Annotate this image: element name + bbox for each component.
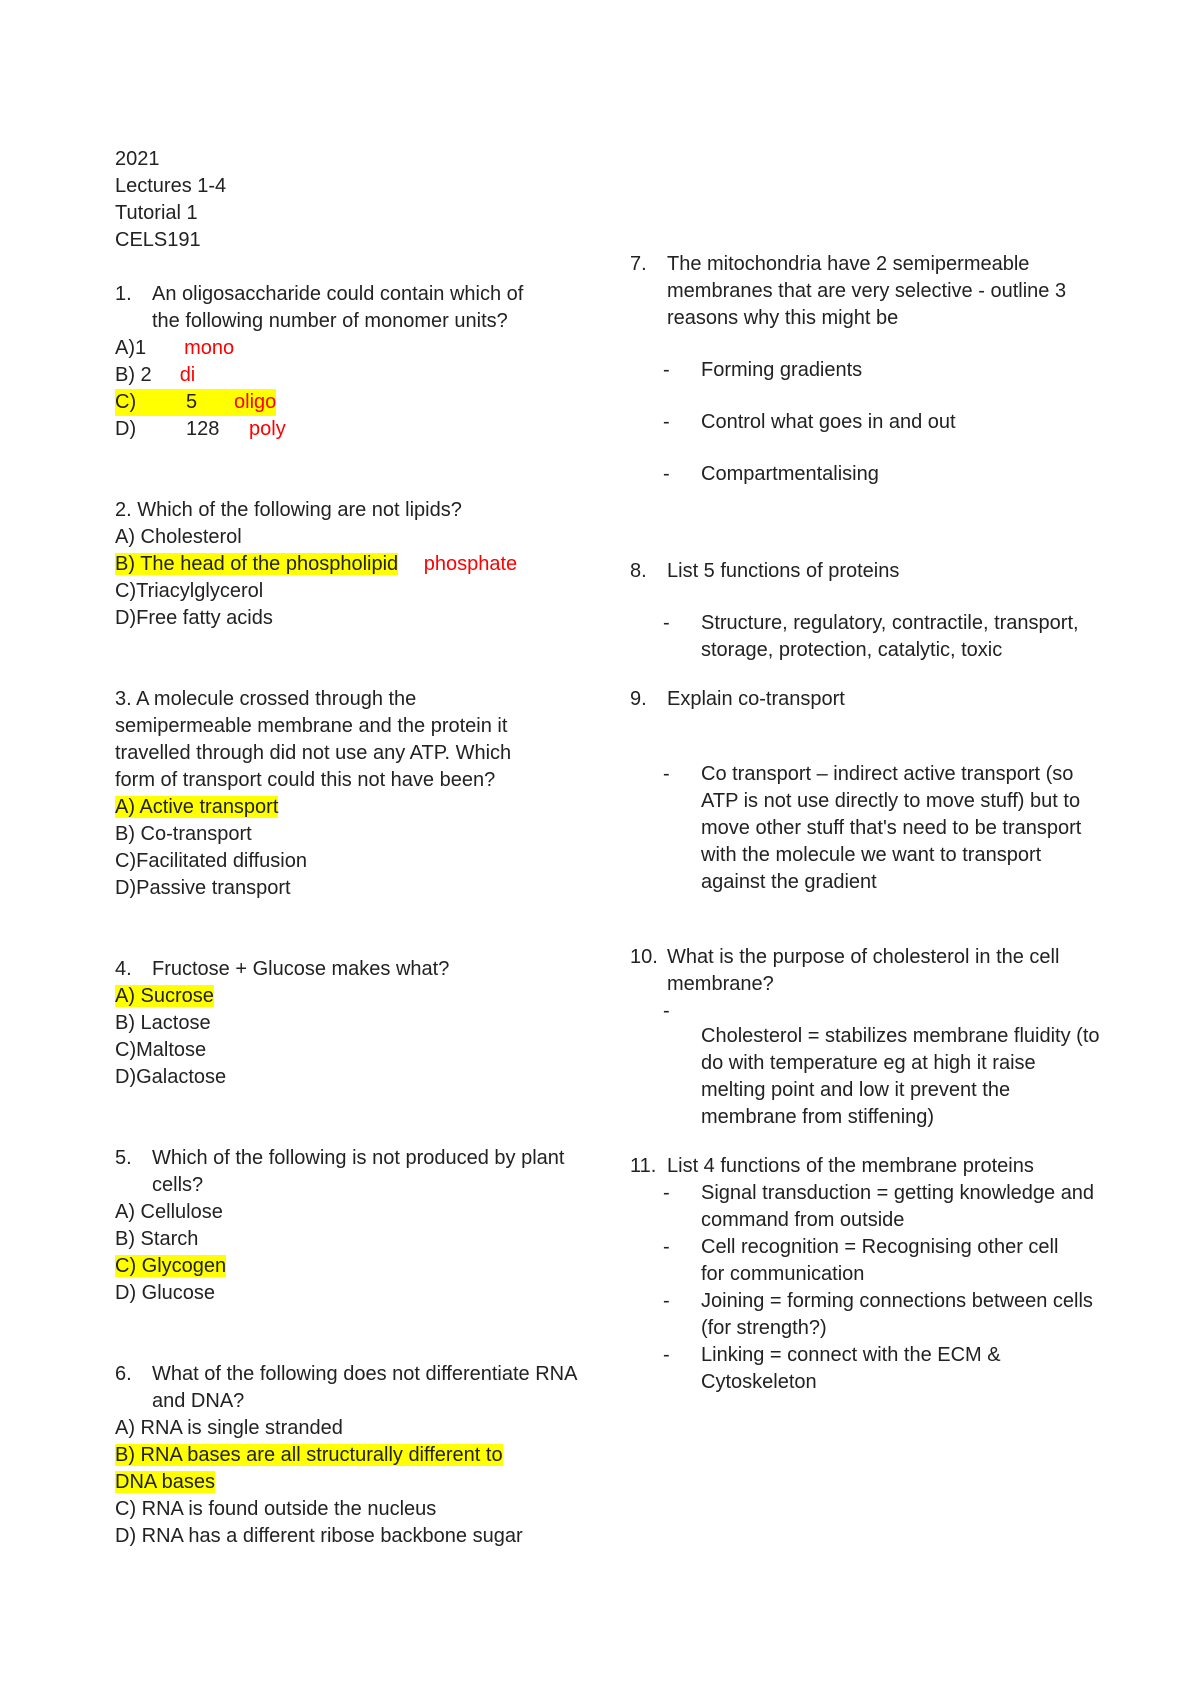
q2-option-a: A) Cholesterol <box>115 526 242 548</box>
answer-text: Linking = connect with the ECM & Cytoskeleton <box>701 1344 1001 1393</box>
option-label: A)1 <box>115 337 147 359</box>
answer-text: Joining = forming connections between cells (for strength?) <box>701 1290 1093 1339</box>
bullet-dash: - <box>663 1000 670 1022</box>
option-value: 128 <box>186 418 220 440</box>
q11-answer-1 <box>630 1180 1101 1234</box>
left-column <box>115 146 585 1550</box>
question-text: What of the following does not differentiate RNA and DNA? <box>152 1363 577 1412</box>
question-5 <box>115 1145 572 1199</box>
question-9 <box>630 686 1100 713</box>
q1-option-b <box>115 362 585 389</box>
q2-option-d: D)Free fatty acids <box>115 607 273 629</box>
option-label: C) <box>115 391 137 413</box>
q4-option-d: D)Galactose <box>115 1066 227 1088</box>
q9-answer <box>630 761 1101 896</box>
q3-option-d: D)Passive transport <box>115 877 291 899</box>
q7-answer-3 <box>630 461 1100 488</box>
question-number: 1. <box>115 283 132 305</box>
q4-option-a <box>115 983 585 1010</box>
q10-answer <box>630 998 1101 1131</box>
q6-option-d: D) RNA has a different ribose backbone sugar <box>115 1525 523 1547</box>
option-note: poly <box>249 418 286 440</box>
question-text: Explain co-transport <box>667 688 845 710</box>
question-3-line-1: 3. A molecule crossed through the <box>115 688 417 710</box>
question-1 <box>115 281 552 335</box>
answer-text: Structure, regulatory, contractile, transport, storage, protection, catalytic, toxic <box>701 612 1079 661</box>
question-7 <box>630 251 1087 332</box>
q3-option-c: C)Facilitated diffusion <box>115 850 307 872</box>
bullet-dash: - <box>663 411 670 433</box>
q4-option-c: C)Maltose <box>115 1039 207 1061</box>
q11-answer-4 <box>630 1342 1071 1396</box>
bullet-dash: - <box>663 1236 670 1258</box>
q5-option-a: A) Cellulose <box>115 1201 223 1223</box>
question-number: 8. <box>630 560 647 582</box>
question-text: An oligosaccharide could contain which of the following number of monomer units? <box>152 283 524 332</box>
question-number: 9. <box>630 688 647 710</box>
header-year: 2021 <box>115 148 160 170</box>
q11-answer-3 <box>630 1288 1101 1342</box>
question-text: What is the purpose of cholesterol in the cell membrane? <box>667 946 1060 995</box>
answer-text: Forming gradients <box>701 359 863 381</box>
question-number: 10. <box>630 946 658 968</box>
question-3-line-4: form of transport could this not have been? <box>115 769 496 791</box>
answer-text: Compartmentalising <box>701 463 879 485</box>
answer-text: Co transport – indirect active transport (so ATP is not use directly to move stuff) but to move other stuff that's need to be transport with the molecule we want to transport against the gradient <box>701 763 1082 893</box>
answer-text: Control what goes in and out <box>701 411 956 433</box>
question-10 <box>630 944 1087 998</box>
question-number: 6. <box>115 1363 132 1385</box>
q5-option-d: D) Glucose <box>115 1282 216 1304</box>
highlighted-answer: B) The head of the phospholipid <box>115 553 399 575</box>
answer-text: Cholesterol = stabilizes membrane fluidity (to do with temperature eg at high it raise melting point and low it prevent the membrane from stiffening) <box>701 1025 1100 1128</box>
q6-option-b-line-2 <box>115 1469 585 1496</box>
option-note: mono <box>184 337 235 359</box>
option-label: B) 2 <box>115 364 152 386</box>
question-11 <box>630 1153 1100 1180</box>
header-course: CELS191 <box>115 229 201 251</box>
q6-option-b-line-1 <box>115 1442 585 1469</box>
q11-answer-2 <box>630 1234 1081 1288</box>
bullet-dash: - <box>663 1290 670 1312</box>
bullet-dash: - <box>663 1182 670 1204</box>
question-text: Fructose + Glucose makes what? <box>152 958 450 980</box>
highlighted-answer: B) RNA bases are all structurally different to <box>115 1444 503 1466</box>
answer-note: phosphate <box>423 553 518 575</box>
q3-option-b: B) Co-transport <box>115 823 252 845</box>
option-note: di <box>179 364 196 386</box>
q5-option-c <box>115 1253 585 1280</box>
q7-answer-1 <box>630 357 1100 384</box>
q7-answer-2 <box>630 409 1100 436</box>
bullet-dash: - <box>663 763 670 785</box>
q3-option-a <box>115 794 585 821</box>
highlighted-answer: DNA bases <box>115 1471 216 1493</box>
question-6 <box>115 1361 592 1415</box>
q2-option-b <box>115 551 585 578</box>
header-lectures: Lectures 1-4 <box>115 175 227 197</box>
q6-option-c: C) RNA is found outside the nucleus <box>115 1498 437 1520</box>
question-text: List 4 functions of the membrane proteins <box>667 1155 1034 1177</box>
question-number: 4. <box>115 958 132 980</box>
right-column <box>630 251 1100 1396</box>
option-note: oligo <box>234 391 277 413</box>
q1-option-d <box>115 416 585 443</box>
question-3-line-2: semipermeable membrane and the protein it <box>115 715 508 737</box>
question-text: List 5 functions of proteins <box>667 560 900 582</box>
bullet-dash: - <box>663 1344 670 1366</box>
question-number: 11. <box>630 1155 657 1177</box>
highlighted-answer: A) Active transport <box>115 796 279 818</box>
question-text: The mitochondria have 2 semipermeable membranes that are very selective - outline 3 reasons why this might be <box>667 253 1067 329</box>
q1-option-a <box>115 335 585 362</box>
option-label: D) <box>115 418 137 440</box>
header-tutorial: Tutorial 1 <box>115 202 198 224</box>
question-number: 5. <box>115 1147 132 1169</box>
highlighted-answer: C) Glycogen <box>115 1255 227 1277</box>
question-3-line-3: travelled through did not use any ATP. Which <box>115 742 512 764</box>
q8-answer <box>630 610 1101 664</box>
bullet-dash: - <box>663 359 670 381</box>
question-text: Which of the following is not produced by plant cells? <box>152 1147 565 1196</box>
highlighted-answer: A) Sucrose <box>115 985 214 1007</box>
answer-text: Signal transduction = getting knowledge and command from outside <box>701 1182 1095 1231</box>
q2-option-c: C)Triacylglycerol <box>115 580 264 602</box>
bullet-dash: - <box>663 463 670 485</box>
q1-option-c <box>115 389 585 416</box>
question-4 <box>115 956 585 983</box>
q4-option-b: B) Lactose <box>115 1012 211 1034</box>
q6-option-a: A) RNA is single stranded <box>115 1417 343 1439</box>
q5-option-b: B) Starch <box>115 1228 199 1250</box>
bullet-dash: - <box>663 612 670 634</box>
question-number: 7. <box>630 253 647 275</box>
question-8 <box>630 558 1100 585</box>
question-2-text: 2. Which of the following are not lipids? <box>115 499 462 521</box>
answer-text: Cell recognition = Recognising other cell for communication <box>701 1236 1059 1285</box>
option-value: 5 <box>186 391 198 413</box>
